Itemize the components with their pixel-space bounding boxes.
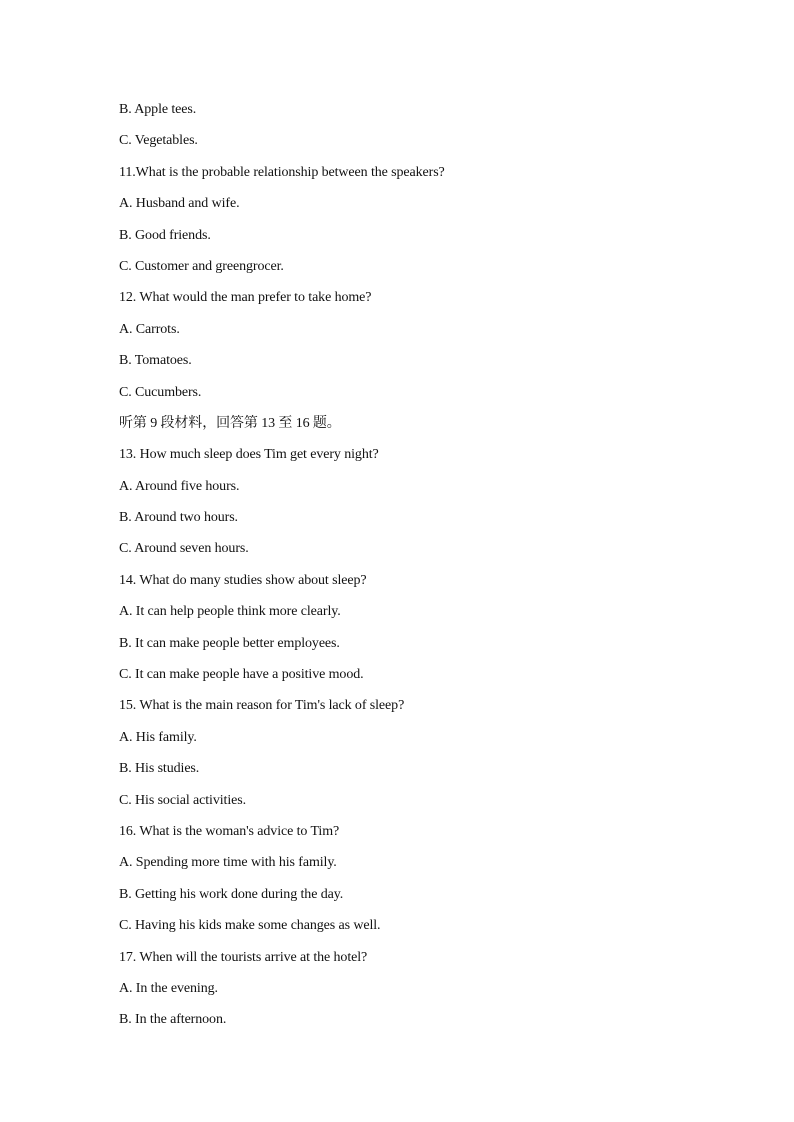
option-10b: B. Apple tees. — [119, 102, 197, 117]
option-14b: B. It can make people better employees. — [119, 635, 340, 651]
option-16c: C. Having his kids make some changes as well. — [119, 918, 381, 934]
option-12b: B. Tomatoes. — [119, 353, 192, 369]
option-17a: A. In the evening. — [119, 980, 218, 996]
option-16b: B. Getting his work done during the day. — [119, 886, 344, 902]
option-16a: A. Spending more time with his family. — [119, 855, 337, 871]
option-11a: A. Husband and wife. — [119, 196, 240, 212]
option-13c: C. Around seven hours. — [119, 541, 249, 557]
option-14c: C. It can make people have a positive mood. — [119, 667, 364, 683]
option-15a: A. His family. — [119, 729, 197, 745]
option-15c: C. His social activities. — [119, 792, 246, 808]
option-12a: A. Carrots. — [119, 321, 180, 337]
question-16: 16. What is the woman's advice to Tim? — [119, 823, 340, 839]
option-15b: B. His studies. — [119, 761, 200, 777]
option-13b: B. Around two hours. — [119, 510, 238, 526]
question-list — [119, 101, 445, 1043]
section-instruction: 听第 9 段材料，回答第 13 至 16 题。 — [119, 415, 341, 431]
option-17b: B. In the afternoon. — [119, 1012, 227, 1028]
option-11c: C. Customer and greengrocer. — [119, 258, 284, 274]
option-10c: C. Vegetables. — [119, 133, 198, 149]
question-13: 13. How much sleep does Tim get every night? — [119, 447, 379, 463]
option-13a: A. Around five hours. — [119, 478, 240, 494]
question-14: 14. What do many studies show about sleep? — [119, 572, 367, 588]
question-17: 17. When will the tourists arrive at the hotel? — [119, 949, 368, 965]
option-11b: B. Good friends. — [119, 227, 211, 243]
option-14a: A. It can help people think more clearly. — [119, 604, 341, 620]
question-11: 11.What is the probable relationship between the speakers? — [119, 164, 445, 180]
option-12c: C. Cucumbers. — [119, 384, 202, 400]
question-15: 15. What is the main reason for Tim's lack of sleep? — [119, 698, 405, 714]
question-12: 12. What would the man prefer to take home? — [119, 290, 372, 306]
